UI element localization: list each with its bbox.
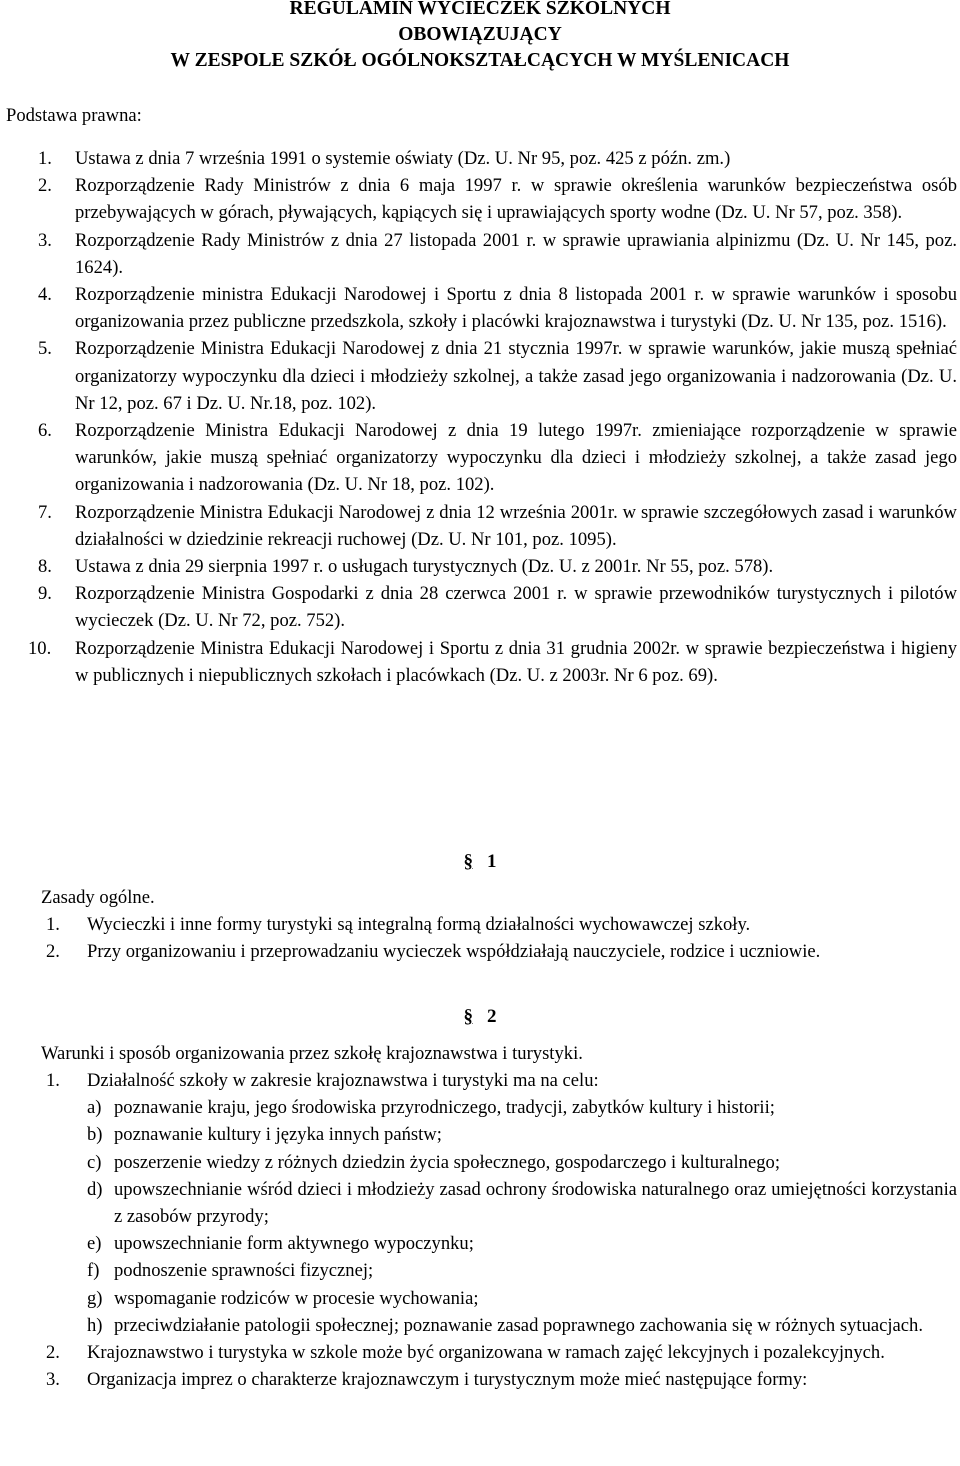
item-text: Rozporządzenie Ministra Edukacji Narodowej z dnia 19 lutego 1997r. zmieniające rozporządzenie w sprawie warunków, jakie muszą spełniać organizatorzy wypoczynku dla dzieci i młodzieży szkolnej, a także zasad jego organizowania i nadzorowania (Dz. U. Nr 18, poz. 102). (75, 420, 957, 496)
legal-basis-item (38, 281, 957, 335)
objective-item (87, 1257, 957, 1284)
item-letter: a) (87, 1097, 102, 1119)
item-text: Rozporządzenie Ministra Edukacji Narodowej i Sportu z dnia 31 grudnia 2002r. w sprawie bezpieczeństwa i higieny w publicznych i niepublicznych szkołach i placówkach (Dz. U. z 2003r. Nr 6 poz. 69). (75, 637, 957, 686)
paragraph-symbol: § (463, 1006, 473, 1027)
item-text: upowszechnianie form aktywnego wypoczynku; (114, 1233, 474, 1255)
item-text: Ustawa z dnia 29 sierpnia 1997 r. o usługach turystycznych (Dz. U. z 2001r. Nr 55, poz. 578). (75, 556, 774, 578)
item-text: Rozporządzenie ministra Edukacji Narodowej i Sportu z dnia 8 listopada 2001 r. w sprawie warunków i sposobu organizowania przez publiczne przedszkola, szkoły i placówki krajoznawstwa i turystyki (Dz. U. Nr 135, poz. 1516). (75, 284, 957, 333)
item-text: Krajoznawstwo i turystyka w szkole może być organizowana w ramach zajęć lekcyjnych i pozalekcyjnych. (87, 1342, 885, 1364)
item-text: podnoszenie sprawności fizycznej; (114, 1260, 374, 1282)
title-line-2: OBOWIĄZUJĄCY (398, 24, 562, 45)
item-number: 3. (38, 229, 52, 251)
item-number: 1. (46, 914, 60, 935)
title-line-1: REGULAMIN WYCIECZEK SZKOLNYCH (289, 0, 671, 19)
item-number: 2. (46, 941, 60, 963)
section-2-heading: Warunki i sposób organizowania przez szkołę krajoznawstwa i turystyki. (41, 1043, 583, 1064)
item-text: Organizacja imprez o charakterze krajoznawczym i turystycznym może mieć następujące formy: (87, 1369, 808, 1391)
legal-basis-item (38, 417, 957, 499)
legal-basis-item (38, 553, 957, 580)
document-title (0, 0, 960, 74)
item-text: Rozporządzenie Rady Ministrów z dnia 27 listopada 2001 r. w sprawie uprawiania alpinizmu (Dz. U. Nr 145, poz. 1624). (75, 229, 957, 278)
item-number: 7. (38, 501, 52, 523)
item-text: poznawanie kultury i języka innych państw; (114, 1124, 442, 1146)
legal-basis-item (38, 145, 957, 172)
item-number: 4. (38, 284, 52, 306)
section-1-marker (0, 848, 960, 875)
objective-item (87, 1312, 957, 1339)
item-text: Działalność szkoły w zakresie krajoznawstwa i turystyki ma na celu: (87, 1070, 599, 1091)
objective-item (87, 1094, 957, 1121)
section-1-list (46, 911, 957, 965)
objective-item (87, 1176, 957, 1230)
item-letter: c) (87, 1151, 102, 1173)
legal-basis-item (38, 499, 957, 553)
section-2-marker (0, 1003, 960, 1030)
item-number: 1. (46, 1070, 60, 1091)
objective-item (87, 1285, 957, 1312)
legal-basis-item (38, 172, 957, 226)
section-1-item (46, 911, 957, 938)
legal-basis-item (28, 635, 957, 689)
objectives-list (87, 1094, 957, 1339)
item-letter: g) (87, 1287, 103, 1309)
item-text: Ustawa z dnia 7 września 1991 o systemie oświaty (Dz. U. Nr 95, poz. 425 z późn. zm.) (75, 148, 731, 169)
item-number: 3. (46, 1369, 60, 1391)
section-number: 2 (487, 1006, 497, 1027)
item-text: Rozporządzenie Ministra Edukacji Narodowej z dnia 12 września 2001r. w sprawie szczegółowych zasad i warunków działalności w dziedzinie rekreacji ruchowej (Dz. U. Nr 101, poz. 1095). (75, 501, 957, 550)
item-number: 1. (38, 148, 52, 169)
item-number: 6. (38, 420, 52, 442)
item-text: poszerzenie wiedzy z różnych dziedzin życia społecznego, gospodarczego i kulturalnego; (114, 1151, 780, 1173)
title-line-3: W ZESPOLE SZKÓŁ OGÓLNOKSZTAŁCĄCYCH W MYŚLENICACH (170, 50, 790, 71)
legal-basis-item (38, 335, 957, 417)
section-1-item (46, 938, 957, 965)
legal-basis-list (28, 145, 957, 689)
item-number: 2. (46, 1342, 60, 1364)
legal-basis-item (38, 227, 957, 281)
item-letter: e) (87, 1233, 102, 1255)
item-text: Przy organizowaniu i przeprowadzaniu wycieczek współdziałają nauczyciele, rodzice i uczniowie. (87, 941, 821, 963)
item-text: Rozporządzenie Rady Ministrów z dnia 6 maja 1997 r. w sprawie określenia warunków bezpieczeństwa osób przebywających w górach, pływających, kąpiących się i uprawiających sporty wodne (Dz. U. Nr 57, poz. 358). (75, 175, 957, 224)
section-2-list (46, 1067, 957, 1393)
item-text: przeciwdziałanie patologii społecznej; poznawanie zasad poprawnego zachowania się w różnych sytuacjach. (114, 1314, 923, 1336)
item-text: Rozporządzenie Ministra Gospodarki z dnia 28 czerwca 2001 r. w sprawie przewodników turystycznych i pilotów wycieczek (Dz. U. Nr 72, poz. 752). (75, 583, 957, 632)
section-2-item (46, 1067, 957, 1339)
item-text: wspomaganie rodziców w procesie wychowania; (114, 1287, 479, 1309)
item-text: upowszechnianie wśród dzieci i młodzieży zasad ochrony środowiska naturalnego oraz umiejętności korzystania z zasobów przyrody; (114, 1178, 957, 1228)
item-number: 2. (38, 175, 52, 197)
item-text: Rozporządzenie Ministra Edukacji Narodowej z dnia 21 stycznia 1997r. w sprawie warunków, jakie muszą spełniać organizatorzy wypoczynku dla dzieci i młodzieży szkolnej, a także zasad jego organizowania i nadzorowania (Dz. U. Nr 12, poz. 67 i Dz. U. Nr.18, poz. 102). (75, 338, 957, 414)
objective-item (87, 1149, 957, 1176)
item-letter: b) (87, 1124, 103, 1146)
item-number: 8. (38, 556, 52, 578)
item-letter: h) (87, 1314, 103, 1336)
item-number: 10. (28, 637, 52, 659)
section-2-item (46, 1339, 957, 1366)
item-number: 9. (38, 583, 52, 605)
paragraph-symbol: § (463, 851, 473, 872)
item-text: poznawanie kraju, jego środowiska przyrodniczego, tradycji, zabytków kultury i historii; (114, 1097, 775, 1119)
item-number: 5. (38, 338, 52, 360)
section-1-heading: Zasady ogólne. (41, 887, 155, 908)
item-letter: f) (87, 1260, 100, 1282)
item-letter: d) (87, 1178, 103, 1200)
legal-basis-label: Podstawa prawna: (6, 105, 142, 126)
item-text: Wycieczki i inne formy turystyki są integralną formą działalności wychowawczej szkoły. (87, 914, 751, 935)
legal-basis-item (38, 580, 957, 634)
section-number: 1 (487, 851, 497, 872)
objective-item (87, 1230, 957, 1257)
section-2-item (46, 1366, 957, 1393)
objective-item (87, 1121, 957, 1148)
